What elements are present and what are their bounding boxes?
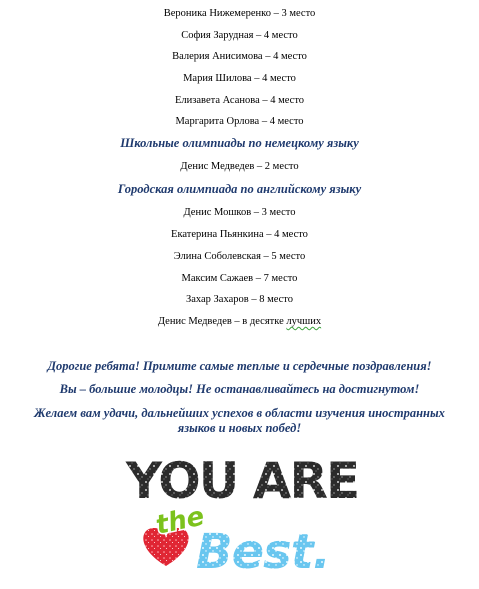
- result-line: Маргарита Орлова – 4 место: [175, 116, 304, 127]
- result-line: Денис Медведев – 2 место: [180, 161, 299, 172]
- result-line: Денис Мошков – 3 место: [183, 207, 296, 218]
- result-line: Екатерина Пьянкина – 4 место: [171, 229, 308, 240]
- result-line: [0, 315, 479, 328]
- congratulations-line: Дорогие ребята! Примите самые теплые и сердечные поздравления!: [47, 359, 432, 373]
- spellcheck-underlined-word: лучших: [286, 316, 322, 327]
- logo-best: Best.: [196, 524, 330, 580]
- wishes-paragraph: Желаем вам удачи, дальнейших успехов в области изучения иностранных языков и новых побед!: [34, 406, 445, 435]
- result-line: Мария Шилова – 4 место: [183, 73, 296, 84]
- german-olympiad-heading: Школьные олимпиады по немецкому языку: [120, 136, 359, 150]
- result-line: Элина Соболевская – 5 место: [173, 251, 306, 262]
- result-line: Елизавета Асанова – 4 место: [174, 95, 305, 106]
- result-line: Вероника Нижемеренко – 3 место: [163, 8, 316, 19]
- logo-line1: YOU ARE: [125, 452, 359, 510]
- result-text: Денис Медведев – в десятке: [157, 316, 287, 327]
- logo-the: the: [153, 501, 207, 541]
- you-are-the-best-logo: [96, 448, 388, 580]
- result-line: Валерия Анисимова – 4 место: [172, 51, 307, 62]
- result-line: Максим Сажаев – 7 место: [181, 273, 298, 284]
- encouragement-line: Вы – большие молодцы! Не останавливайтесь на достигнутом!: [59, 382, 420, 396]
- result-line: София Зарудная – 4 место: [181, 30, 298, 41]
- english-olympiad-heading: Городская олимпиада по английскому языку: [117, 182, 362, 196]
- result-line: Захар Захаров – 8 место: [185, 294, 294, 305]
